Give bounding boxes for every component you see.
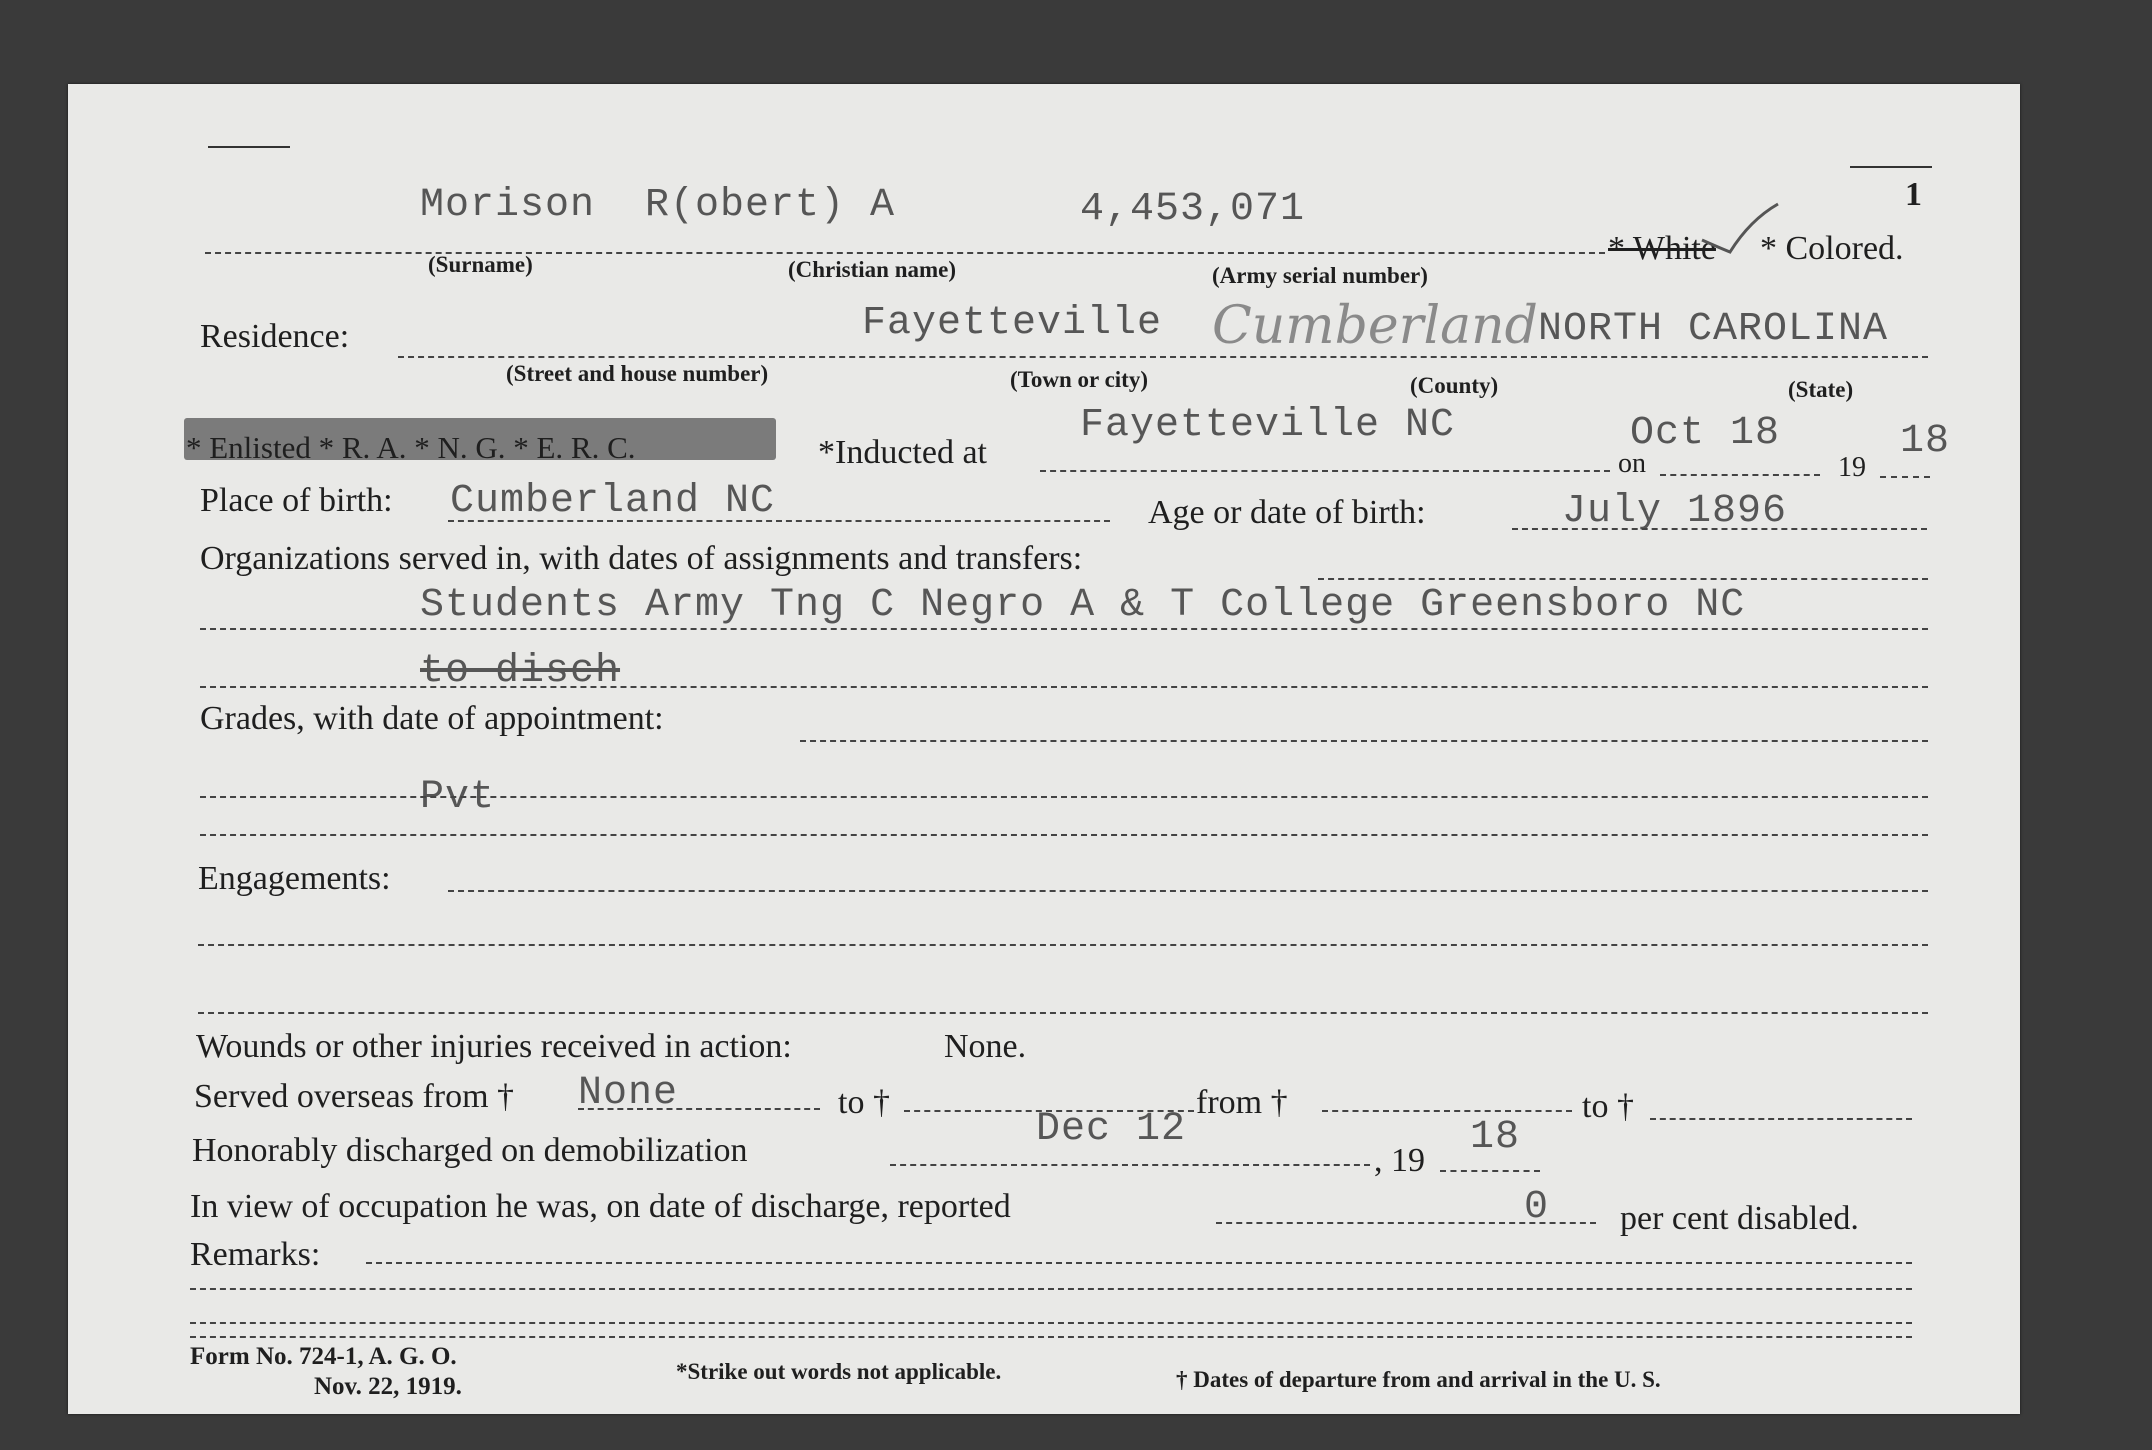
- residence-label: Residence:: [200, 318, 350, 355]
- overseas-to-label: to †: [838, 1084, 890, 1121]
- organizations-line-2: [200, 686, 1928, 688]
- army-serial-caption: (Army serial number): [1212, 263, 1428, 288]
- remarks-line-0: [366, 1262, 1912, 1264]
- enlisted-options: * Enlisted * R. A. * N. G. * E. R. C.: [186, 430, 636, 465]
- town-caption: (Town or city): [1010, 367, 1148, 392]
- top-rule-right: [1850, 166, 1932, 168]
- discharge-year-line: [1440, 1170, 1540, 1172]
- remarks-label: Remarks:: [190, 1236, 321, 1273]
- grades-label: Grades, with date of appointment:: [200, 700, 664, 737]
- inducted-place-value: Fayetteville NC: [1080, 403, 1456, 448]
- inducted-date-line: [1660, 474, 1820, 476]
- engagements-label: Engagements:: [198, 860, 391, 897]
- surname-value: Morison: [420, 183, 596, 228]
- overseas-from-value: None: [578, 1071, 679, 1116]
- surname-caption: (Surname): [428, 252, 533, 277]
- honorably-label: Honorably discharged on demobilization: [192, 1132, 748, 1169]
- county-caption: (County): [1410, 373, 1499, 398]
- nineteen-label: 19: [1838, 452, 1866, 483]
- wounds-label: Wounds or other injuries received in action:: [196, 1028, 792, 1065]
- christian-name-caption: (Christian name): [788, 257, 957, 282]
- comma-19-label: , 19: [1374, 1142, 1425, 1179]
- organization-line-1: Students Army Tng C Negro A & T College Greensboro NC: [420, 583, 1746, 628]
- overseas-to2-line: [1650, 1118, 1912, 1120]
- discharge-date-line: [890, 1164, 1370, 1166]
- card-number: 1: [1905, 176, 1922, 213]
- remarks-line-3: [190, 1336, 1912, 1338]
- top-rule-left: [208, 146, 290, 148]
- inducted-at-label: *Inducted at: [818, 434, 987, 471]
- form-number: Form No. 724-1, A. G. O.: [190, 1343, 457, 1370]
- county-value: Cumberland: [1212, 296, 1538, 356]
- organizations-line-0: [1318, 578, 1928, 580]
- occupation-label: In view of occupation he was, on date of discharge, reported: [190, 1188, 1011, 1225]
- inducted-date-value: Oct 18: [1630, 411, 1781, 456]
- christian-name-value: R(obert) A: [645, 183, 896, 228]
- race-white-label: * White: [1608, 230, 1716, 267]
- serial-number-value: 4,453,071: [1080, 187, 1306, 232]
- grades-line-1: [200, 796, 1928, 798]
- remarks-line-1: [190, 1288, 1912, 1290]
- on-label: on: [1618, 448, 1646, 479]
- strike-note: *Strike out words not applicable.: [676, 1359, 1002, 1384]
- form-date: Nov. 22, 1919.: [314, 1373, 462, 1400]
- served-overseas-label: Served overseas from †: [194, 1078, 515, 1115]
- inducted-year-value: 18: [1900, 419, 1951, 464]
- dob-line: [1512, 528, 1927, 530]
- dates-note: † Dates of departure from and arrival in the U. S.: [1176, 1367, 1661, 1392]
- discharge-year-value: 18: [1470, 1115, 1521, 1160]
- inducted-year-line: [1880, 476, 1930, 478]
- state-value: NORTH CAROLINA: [1538, 307, 1889, 352]
- overseas-from2-line: [1322, 1110, 1572, 1112]
- organizations-label: Organizations served in, with dates of assignments and transfers:: [200, 540, 1083, 577]
- discharge-date-value: Dec 12: [1036, 1107, 1187, 1152]
- overseas-from-line: [578, 1108, 820, 1110]
- age-dob-label: Age or date of birth:: [1148, 494, 1426, 531]
- engagements-line-0: [448, 890, 1928, 892]
- street-caption: (Street and house number): [506, 361, 769, 386]
- dob-value: July 1896: [1562, 489, 1788, 534]
- state-caption: (State): [1788, 377, 1854, 402]
- grades-line-0: [800, 740, 1928, 742]
- overseas-to2-label: to †: [1582, 1088, 1634, 1125]
- town-value: Fayetteville: [862, 301, 1163, 346]
- remarks-line-2: [190, 1322, 1912, 1324]
- overseas-from2-label: from †: [1196, 1084, 1288, 1121]
- place-of-birth-line: [448, 520, 1110, 522]
- organizations-line-1: [200, 628, 1928, 630]
- inducted-line: [1040, 470, 1610, 472]
- name-line: [205, 252, 1605, 254]
- grade-value: Pvt: [420, 775, 496, 820]
- engagements-line-1: [198, 944, 1928, 946]
- engagements-line-2: [198, 1012, 1928, 1014]
- race-colored-option: * Colored.: [1760, 230, 1904, 267]
- grades-line-2: [200, 834, 1928, 836]
- place-of-birth-value: Cumberland NC: [450, 479, 776, 524]
- disabled-percent-value: 0: [1524, 1185, 1550, 1230]
- place-of-birth-label: Place of birth:: [200, 482, 393, 519]
- per-cent-disabled-label: per cent disabled.: [1620, 1200, 1859, 1237]
- wounds-value: None.: [944, 1028, 1027, 1065]
- organization-line-2-text: to disch: [420, 649, 621, 694]
- residence-line: [398, 356, 1928, 358]
